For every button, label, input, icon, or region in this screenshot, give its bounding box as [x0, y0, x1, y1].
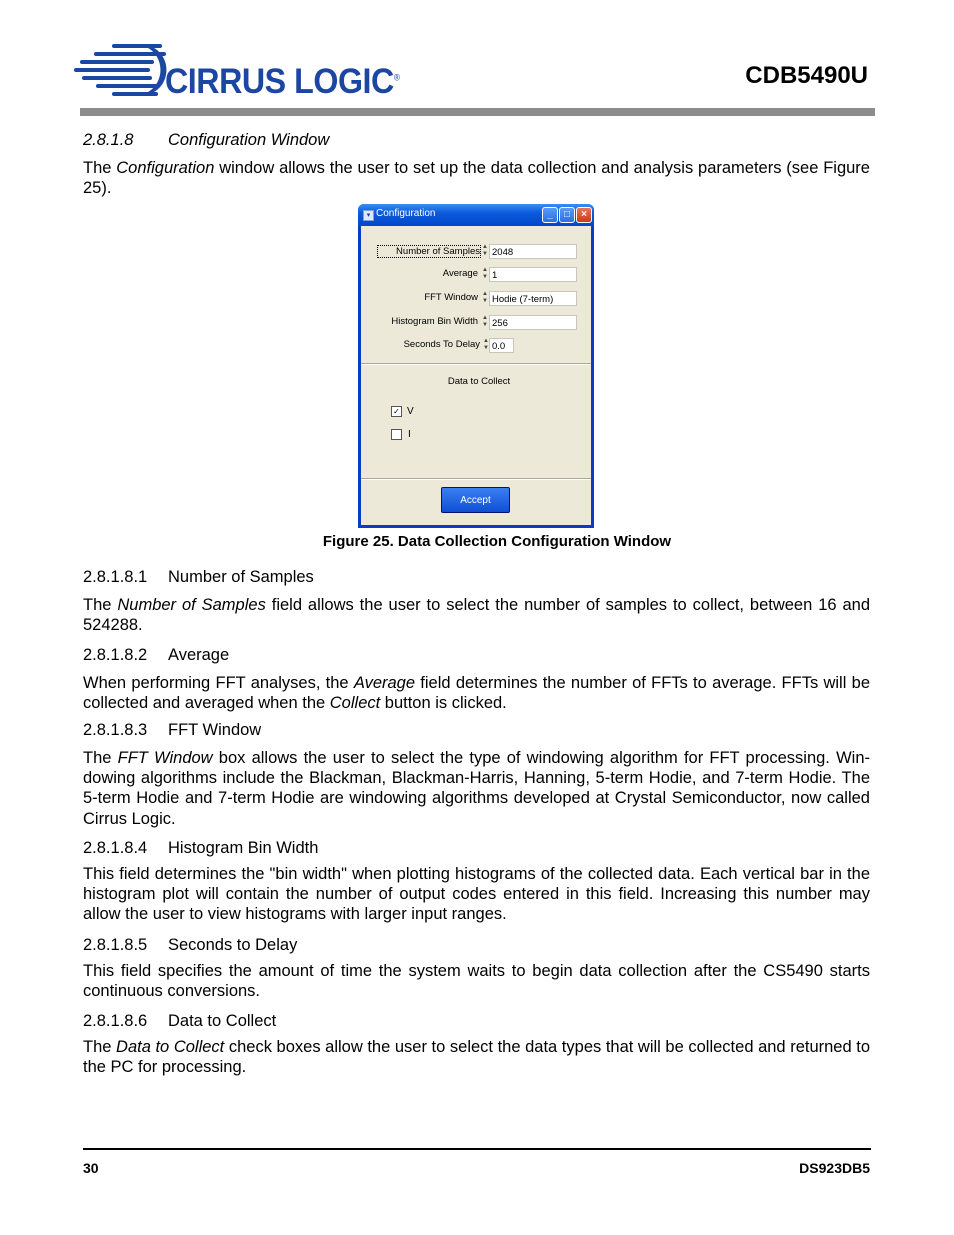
subsection-heading: 2.8.1.8.5 Seconds to Delay: [83, 936, 298, 954]
window-menu-icon[interactable]: ▾: [363, 210, 374, 221]
document-code: DS923DB5: [799, 1160, 870, 1176]
subsection-text: This field specifies the amount of time the system waits to begin data collection after the CS5490 starts continuous conversions.: [83, 962, 870, 1001]
subsection-text: When performing FFT analyses, the Average field determines the number of FFTs to average. FFTs will be collected and averaged when the Collect button is clicked.: [83, 674, 870, 713]
close-icon[interactable]: ×: [576, 207, 592, 223]
figure-caption: Figure 25. Data Collection Configuration Window: [322, 533, 672, 550]
seconds-to-delay-spinner-icon[interactable]: ▲ ▼: [483, 338, 489, 351]
fft-window-select[interactable]: Hodie (7-term): [489, 291, 577, 306]
histogram-bin-width-input[interactable]: 256: [489, 315, 577, 330]
subsection-text: The FFT Window box allows the user to select the type of windowing algorithm for FFT processing. Win-dowing algorithms include the Blackman, Blackman-Harris, Hanning, 5-term Hodie, and 7-term Hodie. The 5-term Hodie and 7-term Hodie are windowing algorithms developed at Crystal Semiconductor, now called Cirrus Logic.: [83, 749, 870, 828]
subsection-heading: 2.8.1.8.6 Data to Collect: [83, 1012, 277, 1030]
subsection-heading: 2.8.1.8.3 FFT Window: [83, 721, 262, 739]
fft-window-label: FFT Window: [424, 292, 478, 303]
header-rule: [80, 108, 875, 116]
dialog-titlebar[interactable]: [358, 204, 594, 226]
histogram-bin-width-label: Histogram Bin Width: [391, 316, 478, 327]
logo-wordmark: CIRRUS LOGIC®: [165, 62, 400, 101]
dialog-body: [361, 226, 591, 525]
subsection-text: The Data to Collect check boxes allow the user to select the data types that will be collected and returned to the PC for processing.: [83, 1038, 870, 1077]
document-id: CDB5490U: [745, 62, 868, 89]
subsection-heading: 2.8.1.8.2 Average: [83, 646, 230, 664]
configuration-dialog: [358, 204, 594, 528]
average-spinner-icon[interactable]: ▲ ▼: [482, 267, 488, 280]
checkbox-v-label: V: [407, 406, 414, 417]
checkbox-v[interactable]: ✓: [391, 406, 402, 417]
section-intro: The Configuration window allows the user to set up the data collection and analysis parameters (see Figure 25).: [83, 159, 870, 198]
subsection-heading: 2.8.1.8.4 Histogram Bin Width: [83, 839, 319, 857]
data-to-collect-label: Data to Collect: [447, 376, 511, 387]
subsection-text: The Number of Samples field allows the user to select the number of samples to collect, between 16 and 524288.: [83, 596, 870, 635]
divider: [361, 363, 591, 365]
seconds-to-delay-label: Seconds To Delay: [403, 339, 480, 350]
minimize-icon[interactable]: _: [542, 207, 558, 223]
fft-window-spinner-icon[interactable]: ▲ ▼: [482, 291, 488, 304]
checkbox-i[interactable]: [391, 429, 402, 440]
maximize-icon[interactable]: □: [559, 207, 575, 223]
subsection-text: This field determines the "bin width" when plotting histograms of the collected data. Each vertical bar in the histogram plot will contain the number of output codes entered in this field. Increasing this number may allow the user to view histograms with larger input ranges.: [83, 865, 870, 924]
number-of-samples-input[interactable]: 2048: [489, 244, 577, 259]
divider: [361, 478, 591, 480]
accept-button[interactable]: Accept: [441, 487, 510, 513]
number-of-samples-label: Number of Samples: [377, 245, 481, 258]
number-of-samples-spinner-icon[interactable]: ▲ ▼: [482, 244, 488, 257]
histogram-bin-width-spinner-icon[interactable]: ▲ ▼: [482, 315, 488, 328]
footer-rule: [83, 1148, 871, 1150]
average-label: Average: [442, 268, 478, 279]
subsection-heading: 2.8.1.8.1 Number of Samples: [83, 568, 314, 586]
checkbox-i-label: I: [408, 429, 411, 440]
seconds-to-delay-input[interactable]: 0.0: [489, 338, 514, 353]
page-number: 30: [83, 1160, 99, 1176]
section-heading: 2.8.1.8 Configuration Window: [83, 131, 330, 149]
average-input[interactable]: 1: [489, 267, 577, 282]
dialog-title: Configuration: [376, 208, 436, 219]
